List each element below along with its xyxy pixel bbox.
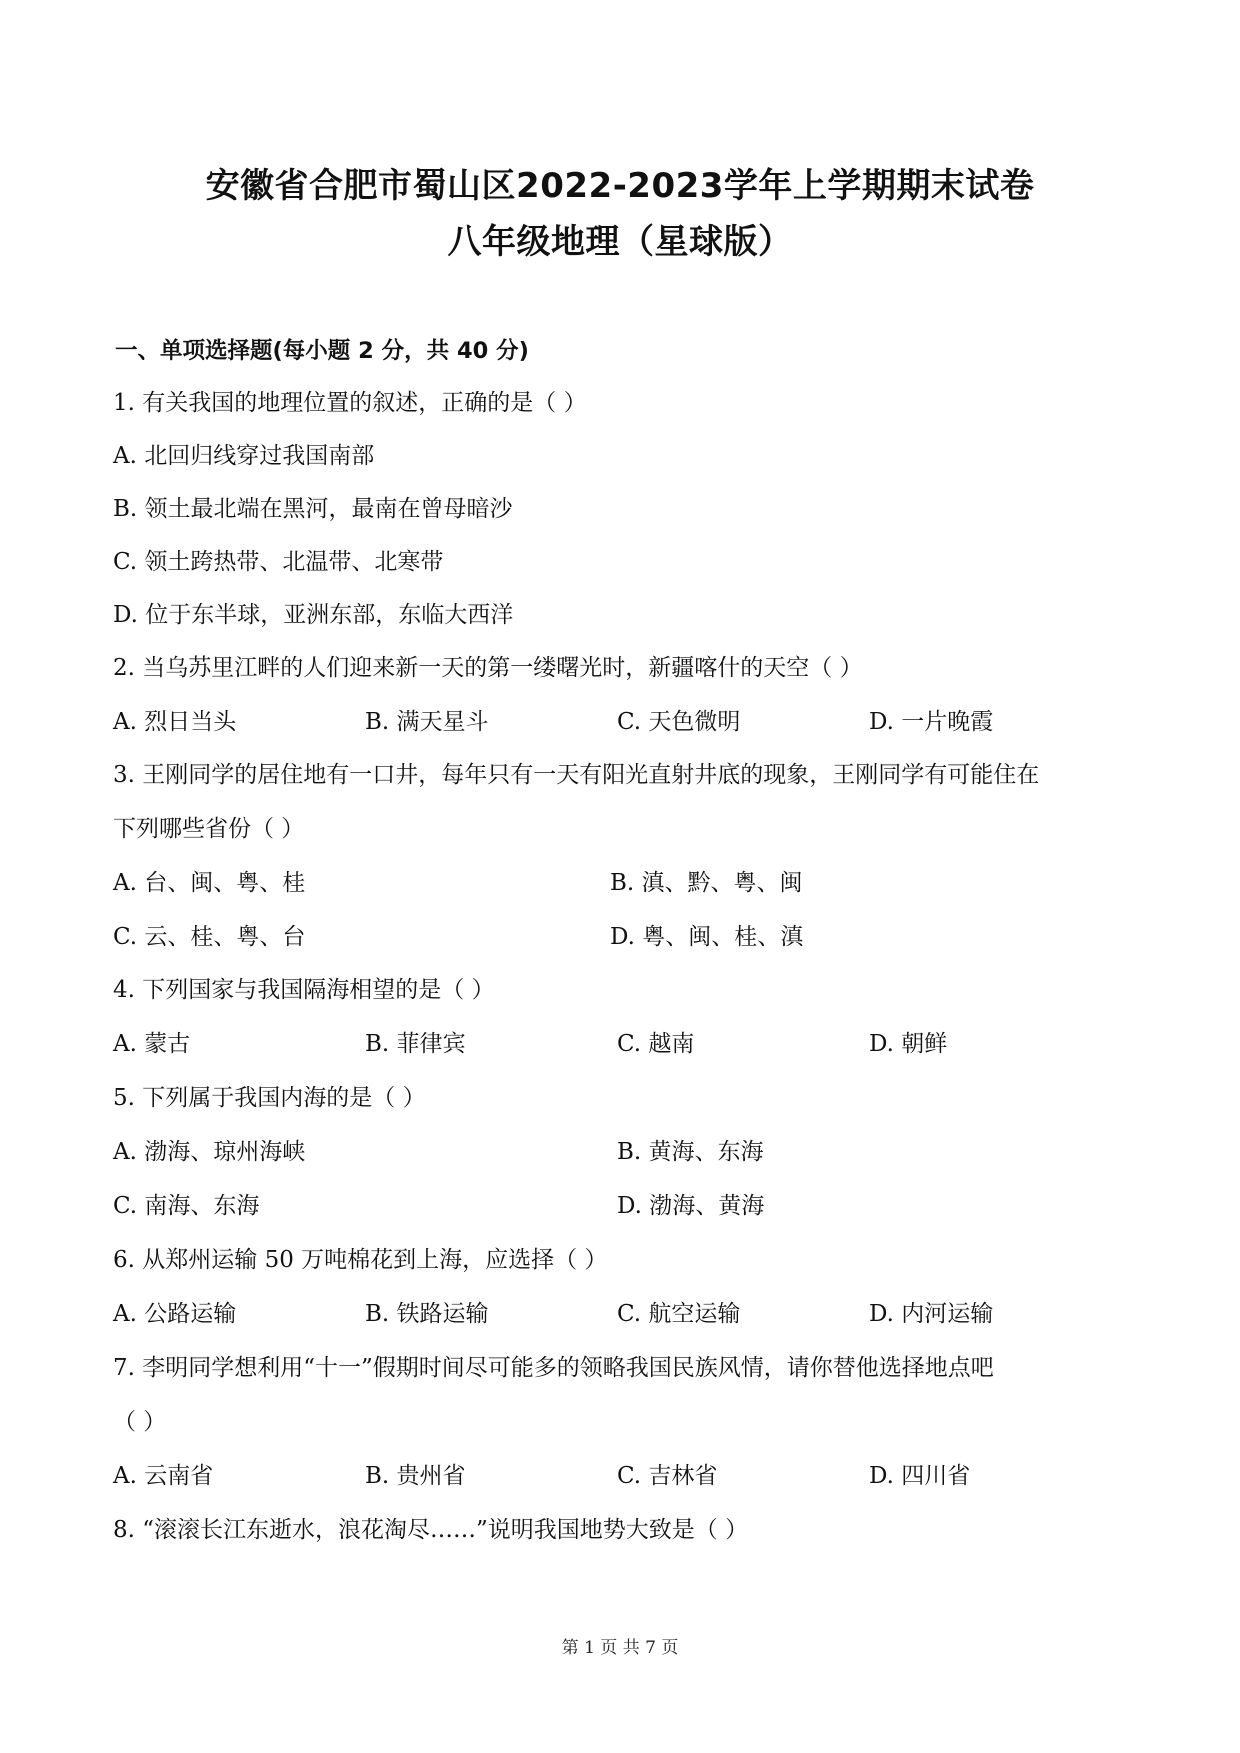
question-2-option-d: D. 一片晚霞 [869,709,994,735]
question-5-option-d: D. 渤海、黄海 [617,1193,765,1219]
question-3-option-d: D. 粤、闽、桂、滇 [610,924,804,950]
question-6-option-d: D. 内河运输 [869,1301,994,1327]
question-3-option-c: C. 云、桂、粤、台 [113,924,306,950]
page-number: 第 1 页 共 7 页 [561,1638,679,1658]
question-1-option-c: C. 领土跨热带、北温带、北寒带 [113,549,444,575]
question-1-option-b: B. 领土最北端在黑河，最南在曾母暗沙 [113,496,513,522]
question-3-option-a: A. 台、闽、粤、桂 [113,870,306,896]
question-4-option-b: B. 菲律宾 [365,1031,466,1057]
question-5-option-a: A. 渤海、琼州海峡 [113,1139,306,1165]
question-6-option-b: B. 铁路运输 [365,1301,489,1327]
question-6-option-c: C. 航空运输 [617,1301,741,1327]
question-2-option-a: A. 烈日当头 [113,709,237,735]
question-4-option-c: C. 越南 [617,1031,695,1057]
question-7-stem-line1: 7. 李明同学想利用“十一”假期时间尽可能多的领略我国民族风情，请你替他选择地点吧 [113,1355,994,1381]
question-3-option-b: B. 滇、黔、粤、闽 [610,870,803,896]
question-7-stem-line2: （ ） [113,1409,167,1435]
question-7-option-a: A. 云南省 [113,1463,214,1489]
question-2-stem: 2. 当乌苏里江畔的人们迎来新一天的第一缕曙光时，新疆喀什的天空（ ） [113,655,863,681]
question-6-option-a: A. 公路运输 [113,1301,237,1327]
question-7-option-b: B. 贵州省 [365,1463,466,1489]
question-1-stem: 1. 有关我国的地理位置的叙述，正确的是（ ） [113,390,587,416]
question-2-option-c: C. 天色微明 [617,709,741,735]
question-5-stem: 5. 下列属于我国内海的是（ ） [113,1085,426,1111]
question-5-option-b: B. 黄海、东海 [617,1139,764,1165]
question-6-stem: 6. 从郑州运输 50 万吨棉花到上海，应选择（ ） [113,1247,608,1273]
question-4-option-a: A. 蒙古 [113,1031,191,1057]
question-3-stem-line1: 3. 王刚同学的居住地有一口井，每年只有一天有阳光直射井底的现象，王刚同学有可能住在 [113,762,1040,788]
question-1-option-d: D. 位于东半球，亚洲东部，东临大西洋 [113,602,514,628]
question-4-stem: 4. 下列国家与我国隔海相望的是（ ） [113,977,495,1003]
question-7-option-c: C. 吉林省 [617,1463,718,1489]
question-7-option-d: D. 四川省 [869,1463,971,1489]
question-2-option-b: B. 满天星斗 [365,709,489,735]
exam-title: 安徽省合肥市蜀山区2022-2023学年上学期期末试卷 [205,166,1035,206]
section-heading: 一、单项选择题(每小题 2 分，共 40 分) [115,338,529,364]
question-3-stem-line2: 下列哪些省份（ ） [113,816,305,842]
question-8-stem: 8. “滚滚长江东逝水，浪花淘尽……”说明我国地势大致是（ ） [113,1517,749,1543]
question-4-option-d: D. 朝鲜 [869,1031,948,1057]
question-5-option-c: C. 南海、东海 [113,1193,260,1219]
question-1-option-a: A. 北回归线穿过我国南部 [113,443,375,469]
exam-subtitle: 八年级地理（星球版） [447,222,793,262]
